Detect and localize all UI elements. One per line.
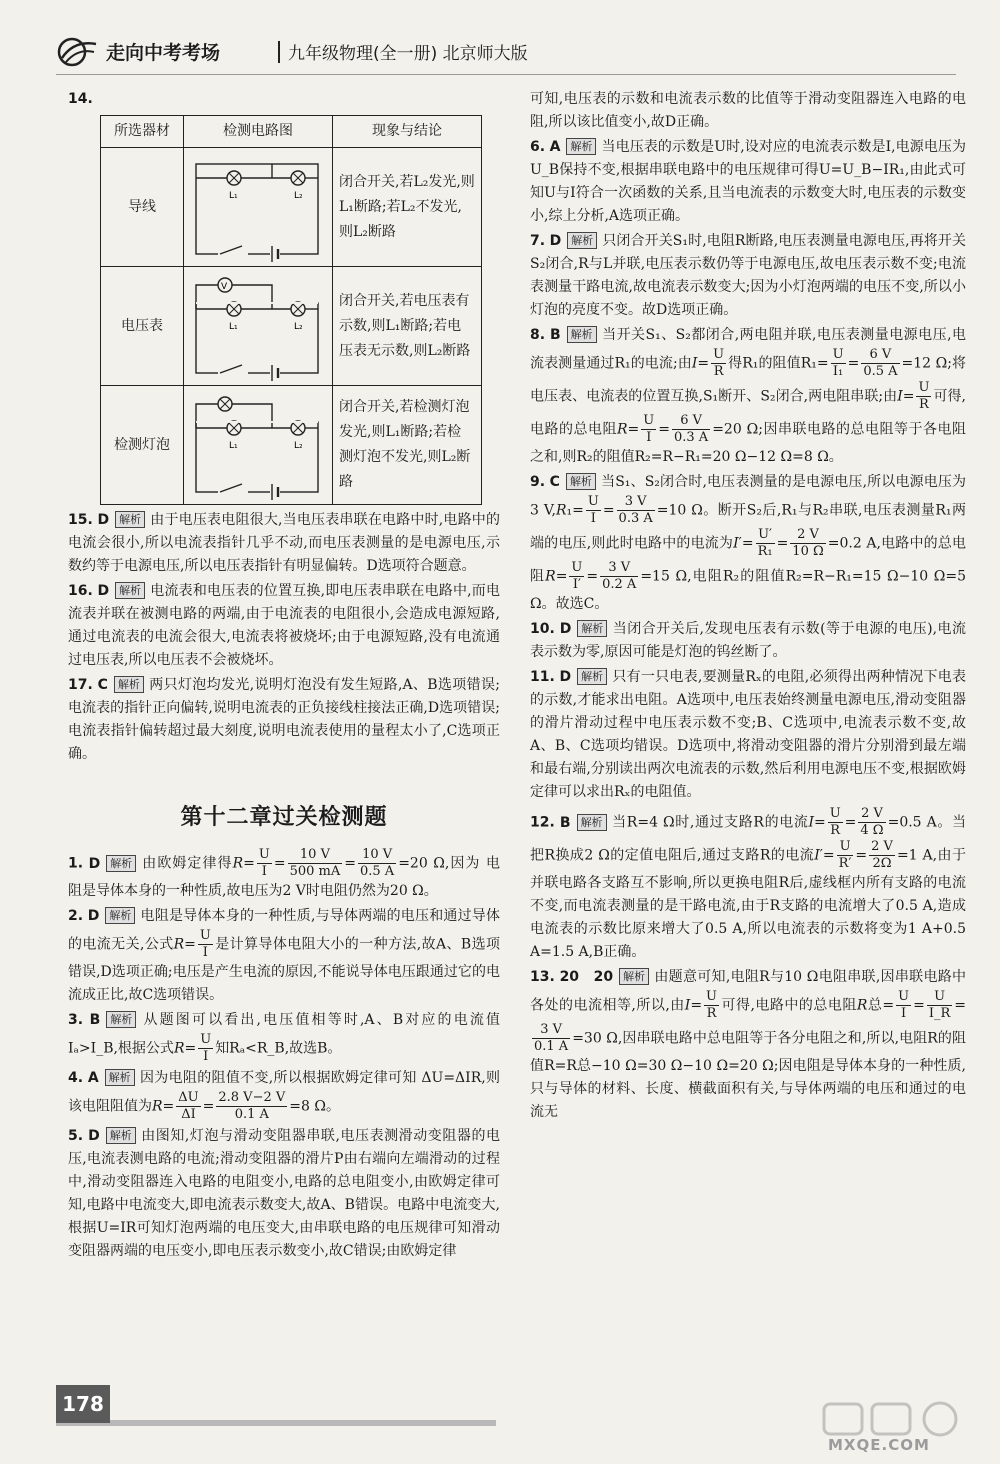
answer-item — [530, 666, 966, 804]
formula-fraction: $\frac{3 V}{0.2 A}$ — [602, 560, 637, 592]
answer-letter: D — [559, 621, 572, 637]
q14-block — [68, 88, 500, 505]
analysis-text: 是计算导体电阻大小的一种方法,故A、B选项错误,D选项正确;电压是产生电流的原因,不能说导体电压跟通过它的电流成正比,故C选项错误。 — [68, 936, 500, 1003]
answer-letter: A — [87, 1070, 99, 1086]
answer-letter: D — [97, 583, 110, 599]
question-number: 7. — [530, 233, 546, 249]
answer-item: 9. C 解析 当S₁、S₂闭合时,电压表测量的是电源电压,所以电源电压为3 V,R₁= $\frac{U}{I}$ = $\frac{3 V}{0.3 A}$ =10 Ω。断开S₂后,R₁与R₂串联,电压表测量R₁两端的电压,则此时电路中的电流为I′= $\frac{U'}{\text{R₁}}$ = $\frac{2 V}{10 \Omega}$ =0.2 A,电路中的总电阻R= $\frac{U}{I'}$ = $\frac{3 V}{0.2 A}$ =15 Ω,电阻R₂的阻值R₂=R−R₁=15 Ω−10 Ω=5 Ω。故选C。 — [530, 474, 967, 612]
table-cell-circuit — [184, 148, 333, 267]
meter-label: V — [221, 282, 228, 292]
table-head: 检测电路图 — [184, 116, 333, 148]
lamp-label: L₁ — [229, 191, 238, 201]
analysis-tag: 解析 — [567, 232, 597, 249]
formula-fraction: $\frac{3 V}{0.3 A}$ — [618, 494, 653, 526]
formula-fraction: $\frac{10 V}{0.5 A}$ — [360, 847, 395, 879]
analysis-text: 由欧姆定律得 — [141, 855, 233, 872]
formula-fraction: $\frac{10 V}{500 mA}$ — [289, 847, 341, 879]
left-column — [68, 88, 500, 1265]
answer-item: 8. B 解析 当开关S₁、S₂都闭合,两电阻并联,电压表测量电源电压,电流表测量通过R₁的电流;由I= $\frac{U}{R}$ 得R₁的阻值R₁= $\frac{U}{\text{I₁}}$ = $\frac{6 V}{0.5 A}$ =12 Ω;将电压表、电流表的位置互换,S₁断开、S₂闭合,两电阻串联;由I= $\frac{U}{R}$ 可得,电路的总电阻R= $\frac{U}{I}$ = $\frac{6 V}{0.3 A}$ =20 Ω;因串联电路的总电阻等于各电阻之和,则R₂的阻值R₂=R−R₁=20 Ω−12 Ω=8 Ω。 — [530, 327, 967, 465]
question-number: 16. — [68, 583, 93, 599]
answer-letter: D — [97, 512, 110, 528]
analysis-tag: 解析 — [566, 138, 596, 155]
page-number: 178 — [56, 1385, 110, 1423]
formula-fraction: $\frac{U}{I}$ — [199, 928, 211, 960]
analysis-tag: 解析 — [619, 968, 649, 985]
analysis-text: 只闭合开关S₁时,电阻R断路,电压表测量电源电压,再将开关S₂闭合,R与L并联,电压表示数仍等于电源电压,故电压表示数不变;电流表测量干路电流,故电流表示数变大;因为小灯泡两端的电压不变,所以小灯泡的亮度不变。故D选项正确。 — [530, 233, 966, 318]
watermark-site: MXQE.COM — [828, 1436, 930, 1454]
table-head: 所选器材 — [101, 116, 184, 148]
analysis-tag: 解析 — [115, 582, 145, 599]
header-rule — [56, 74, 956, 75]
analysis-tag: 解析 — [106, 1011, 136, 1028]
formula-fraction: $\frac{U'}{\text{R₁}}$ — [757, 527, 773, 559]
lamp-label: L₂ — [294, 191, 303, 201]
question-number: 10. — [530, 621, 555, 637]
question-number: 12. — [530, 814, 555, 831]
analysis-tag: 解析 — [566, 473, 596, 490]
analysis-text: 由图知,灯泡与滑动变阻器串联,电压表测滑动变阻器的电压,电流表测电路的电流;滑动变阻器的滑片P由右端向左端滑动的过程中,滑动变阻器连入电路的电阻变小,电路的总电阻变小,由欧姆定律可知,电路中电流变大,即电流表示数变大,故A、B错误。电路中电流变大,根据U=IR可知灯泡两端的电压变大,由串联电路的电压规律可知滑动变阻器两端的电压变小,即电压表示数变小,故C错误;由欧姆定律 — [68, 1128, 501, 1259]
formula-fraction: $\frac{2.8 V-2 V}{0.1 A}$ — [218, 1090, 286, 1122]
formula-fraction: $\frac{U}{I}$ — [643, 413, 655, 445]
circuit-diagram — [188, 388, 328, 502]
analysis-tag: 解析 — [106, 855, 136, 872]
answer-letter: D — [88, 1128, 100, 1144]
answer-letter: C — [97, 677, 108, 693]
formula-fraction: $\frac{U}{R}$ — [706, 989, 718, 1021]
formula-fraction: $\frac{U}{R}$ — [918, 380, 930, 412]
answer-letter: C — [549, 474, 560, 490]
analysis-text: 因为电阻的阻值不变,所以根据欧姆定律可知 — [139, 1070, 417, 1086]
analysis-text: 电阻是导体本身的一种性质,故电压为2 V时电阻仍然为20 Ω。 — [68, 855, 501, 899]
question-number: 3. — [68, 1012, 84, 1028]
lamp-label: L₁ — [229, 322, 238, 332]
answer-item: 4. A 解析 因为电阻的阻值不变,所以根据欧姆定律可知 ΔU=ΔIR,则该电阻阻值为R= $\frac{\Delta U}{\Delta I}$ = $\frac{2.8 V-2 V}{0.1 A}$ =8 Ω。 — [68, 1070, 501, 1122]
answer-item: 2. D 解析 电阻是导体本身的一种性质,与导体两端的电压和通过导体的电流无关,公式R= $\frac{U}{I}$ 是计算导体电阻大小的一种方法,故A、B选项错误,D选项正确;电压是产生电流的原因,不能说导体电压跟通过它的电流成正比,故C选项错误。 — [68, 908, 500, 1003]
table-row — [101, 386, 482, 505]
answer-item: 12. B 解析 当R=4 Ω时,通过支路R的电流I= $\frac{U}{R}$ = $\frac{2 V}{4 \Omega}$ =0.5 A。当把R换成2 Ω的定值电阻后,通过支路R的电流I′= $\frac{U}{R'}$ = $\frac{2 V}{2\Omega}$ =1 A,由于并联电路各支路互不影响,所以更换电阻R后,虚线框内所有支路的电流不变,而电流表测量的是干路电流,由于R支路的电流增大了0.5 A,造成电流表的示数比原来增大了0.5 A,所以电流表的示数将变为1 A+0.5 A=1.5 A,B正确。 — [530, 806, 967, 960]
table-cell-circuit — [184, 267, 333, 386]
table-head: 现象与结论 — [333, 116, 482, 148]
formula-fraction: $\frac{U}{I}$ — [587, 494, 599, 526]
table-row — [101, 267, 482, 386]
formula-fraction: $\frac{U}{I}$ — [200, 1032, 212, 1064]
answer-letter: D — [87, 908, 100, 924]
answer-item: 13. 20 20 解析 由题意可知,电阻R与10 Ω电阻串联,因串联电路中各处的电流相等,所以,由I= $\frac{U}{R}$ 可得,电路中的总电阻R总= $\frac{U}{I}$ = $\frac{U}{I\_R}$ = $\frac{3 V}{0.1 A}$ =30 Ω,因串联电路中总电阻等于各分电阻之和,所以,电阻R的阻值R=R总−10 Ω=30 Ω−10 Ω=20 Ω;因电阻是导体本身的一种性质,只与导体的材料、长度、横截面积有关,与导体两端的电压和通过的电流无 — [530, 969, 967, 1120]
analysis-text: 只有一只电表,要测量Rₓ的电阻,必须得出两种情况下电表的示数,才能求出电阻。A选项中,电压表始终测量电源电压,滑动变阻器的滑片滑动过程中电压表示数不变;B、C选项中,电流表示数不变,故A、B、C选项均错误。D选项中,将滑动变阻器的滑片分别滑到最左端和最右端,分别读出两次电流表的示数,然后利用电源电压不变,根据欧姆定律可以求出Rₓ的电阻值。 — [530, 669, 966, 800]
answer-letter: B — [549, 327, 561, 343]
formula-fraction: $\frac{2 V}{10 \Omega}$ — [792, 527, 824, 559]
analysis-tag: 解析 — [114, 676, 144, 693]
answer-item — [68, 580, 500, 672]
table-cell-result: 闭合开关,若L₂发光,则L₁断路;若L₂不发光,则L₂断路 — [333, 148, 482, 267]
formula-fraction: $\frac{U}{\text{I₁}}$ — [832, 347, 844, 379]
table-header-row — [101, 116, 482, 148]
analysis-text: 当电压表的示数是U时,设对应的电流表示数是I,电源电压为U_B保持不变,根据串联电路中的电压规律可得U=U_B−IR₁,由此式可知U与I符合一次函数的关系,且当电流表的示数变大时,电压表的示数变小,综上分析,A选项正确。 — [530, 139, 967, 224]
answer-item — [68, 509, 500, 578]
answer-item — [530, 136, 966, 228]
question-number: 6. — [530, 139, 546, 155]
analysis-text: 电阻是导体本身的一种性质,与导体两端的电压和通过导体的电流无关,公式 — [68, 908, 500, 953]
analysis-tag: 解析 — [577, 668, 607, 685]
right-column — [530, 88, 966, 1126]
chapter-title: 第十二章过关检测题 — [180, 805, 388, 830]
question-number: 8. — [530, 327, 546, 343]
table-cell-material: 电压表 — [101, 267, 184, 386]
lamp-label: L₂ — [294, 441, 303, 451]
analysis-text: 当闭合开关后,发现电压表有示数(等于电源的电压),电流表示数为零,原因可能是灯泡的钨丝断了。 — [530, 621, 966, 660]
question-number: 13. — [530, 969, 555, 985]
analysis-text: 从题图可以看出,电压值相等时,A、B对应的电流值 — [141, 1012, 500, 1028]
analysis-text: 两只灯泡均发光,说明灯泡没有发生短路,A、B选项错误;电流表的指针正向偏转,说明电流表的正负接线柱接法正确,D选项错误;电流表指针偏转超过最大刻度,说明电流表使用的量程太小了,C选项正确。 — [68, 677, 501, 762]
formula-fraction: $\frac{U}{R}$ — [713, 347, 725, 379]
table-cell-result: 闭合开关,若检测灯泡发光,则L₁断路;若检测灯泡不发光,则L₂断路 — [333, 386, 482, 505]
header-divider — [278, 41, 280, 63]
formula-fraction: $\frac{U}{I}$ — [898, 989, 910, 1021]
circuit-diagram — [188, 269, 328, 383]
analysis-tag: 解析 — [577, 814, 607, 831]
table-row — [101, 148, 482, 267]
q14-table — [100, 115, 482, 505]
formula-fraction: $\frac{U}{R'}$ — [838, 839, 852, 871]
question-number: 9. — [530, 474, 546, 490]
formula-fraction: $\frac{U}{R}$ — [829, 806, 841, 838]
answer-item: 3. B 解析 从题图可以看出,电压值相等时,A、B对应的电流值 Iₐ>I_B,根据公式R= $\frac{U}{I}$ 知Rₐ<R_B,故选B。 — [68, 1012, 500, 1064]
question-number: 11. — [530, 669, 555, 685]
lamp-label: L₂ — [294, 322, 303, 332]
page-footer-band — [56, 1420, 496, 1426]
analysis-tag: 解析 — [105, 907, 135, 924]
answer-item — [68, 1125, 500, 1263]
analysis-tag: 解析 — [106, 1127, 136, 1144]
analysis-text: 由于电压表电阻很大,当电压表串联在电路中时,电路中的电流会很小,所以电流表指针几乎不动,而电压表测量的是电源电压,示数约等于电源电压,所以电压表指针有明显偏转。D选项符合题意。 — [68, 512, 501, 574]
answer-letter: B — [559, 814, 571, 831]
formula-fraction: $\frac{U}{I\_R}$ — [928, 989, 951, 1021]
answer-letter: A — [549, 139, 561, 155]
formula-fraction: $\frac{6 V}{0.5 A}$ — [863, 347, 898, 379]
answer-item — [530, 230, 966, 322]
question-number: 2. — [68, 908, 84, 924]
formula-fraction: $\frac{2 V}{2\Omega}$ — [871, 839, 893, 871]
circuit-diagram — [188, 150, 328, 264]
formula-fraction: $\frac{6 V}{0.3 A}$ — [673, 413, 709, 445]
formula-fraction: $\frac{\Delta U}{\Delta I}$ — [178, 1090, 199, 1122]
book-subtitle: 九年级物理(全一册) 北京师大版 — [288, 44, 528, 64]
q14-number: 14. — [68, 91, 93, 107]
analysis-tag: 解析 — [577, 620, 607, 637]
question-number: 15. — [68, 512, 93, 528]
analysis-text: 电流表和电压表的位置互换,即电压表串联在电路中,而电流表并联在被测电路的两端,由于电流表的电阻很小,会造成电源短路,通过电流表的电流会很大,电流表将被烧坏;由于电源短路,没有电流通过电压表,所以电压表不会被烧坏。 — [68, 583, 501, 668]
lamp-label: L₁ — [229, 441, 238, 451]
analysis-tag: 解析 — [115, 511, 145, 528]
analysis-tag: 解析 — [567, 326, 597, 343]
table-cell-material: 检测灯泡 — [101, 386, 184, 505]
publisher-logo-icon — [56, 36, 100, 68]
question-number: 4. — [68, 1070, 84, 1086]
answer-letter: D — [549, 233, 562, 249]
answer-blanks: 20 20 — [559, 969, 614, 985]
answer-letter: D — [559, 669, 572, 685]
formula-fraction: $\frac{U}{I'}$ — [571, 560, 583, 592]
question-number: 17. — [68, 677, 93, 693]
answer-item: 1. D 解析 由欧姆定律得R= $\frac{U}{I}$ = $\frac{10 V}{500 mA}$ = $\frac{10 V}{0.5 A}$ =20 Ω,因为 电阻是导体本身的一种性质,故电压为2 V时电阻仍然为20 Ω。 — [68, 847, 501, 899]
formula-fraction: $\frac{3 V}{0.1 A}$ — [534, 1022, 569, 1054]
answer-continuation: 可知,电压表的示数和电流表示数的比值等于滑动变阻器连入电路的电阻,所以该比值变小,故D正确。 — [530, 91, 966, 130]
question-number: 1. — [68, 855, 84, 872]
answer-letter: B — [89, 1012, 101, 1028]
page-header — [56, 34, 956, 74]
question-number: 5. — [68, 1128, 84, 1144]
table-cell-material: 导线 — [101, 148, 184, 267]
answer-letter: D — [88, 855, 101, 872]
answer-item — [68, 674, 500, 766]
analysis-tag: 解析 — [105, 1069, 135, 1086]
table-cell-circuit — [184, 386, 333, 505]
table-cell-result: 闭合开关,若电压表有示数,则L₁断路;若电压表无示数,则L₂断路 — [333, 267, 482, 386]
answer-item — [530, 618, 966, 664]
switch-gap — [218, 250, 248, 258]
formula-fraction: $\frac{U}{I}$ — [258, 847, 270, 879]
book-brand: 走向中考考场 — [106, 42, 221, 64]
formula-fraction: $\frac{2 V}{4 \Omega}$ — [860, 806, 884, 838]
